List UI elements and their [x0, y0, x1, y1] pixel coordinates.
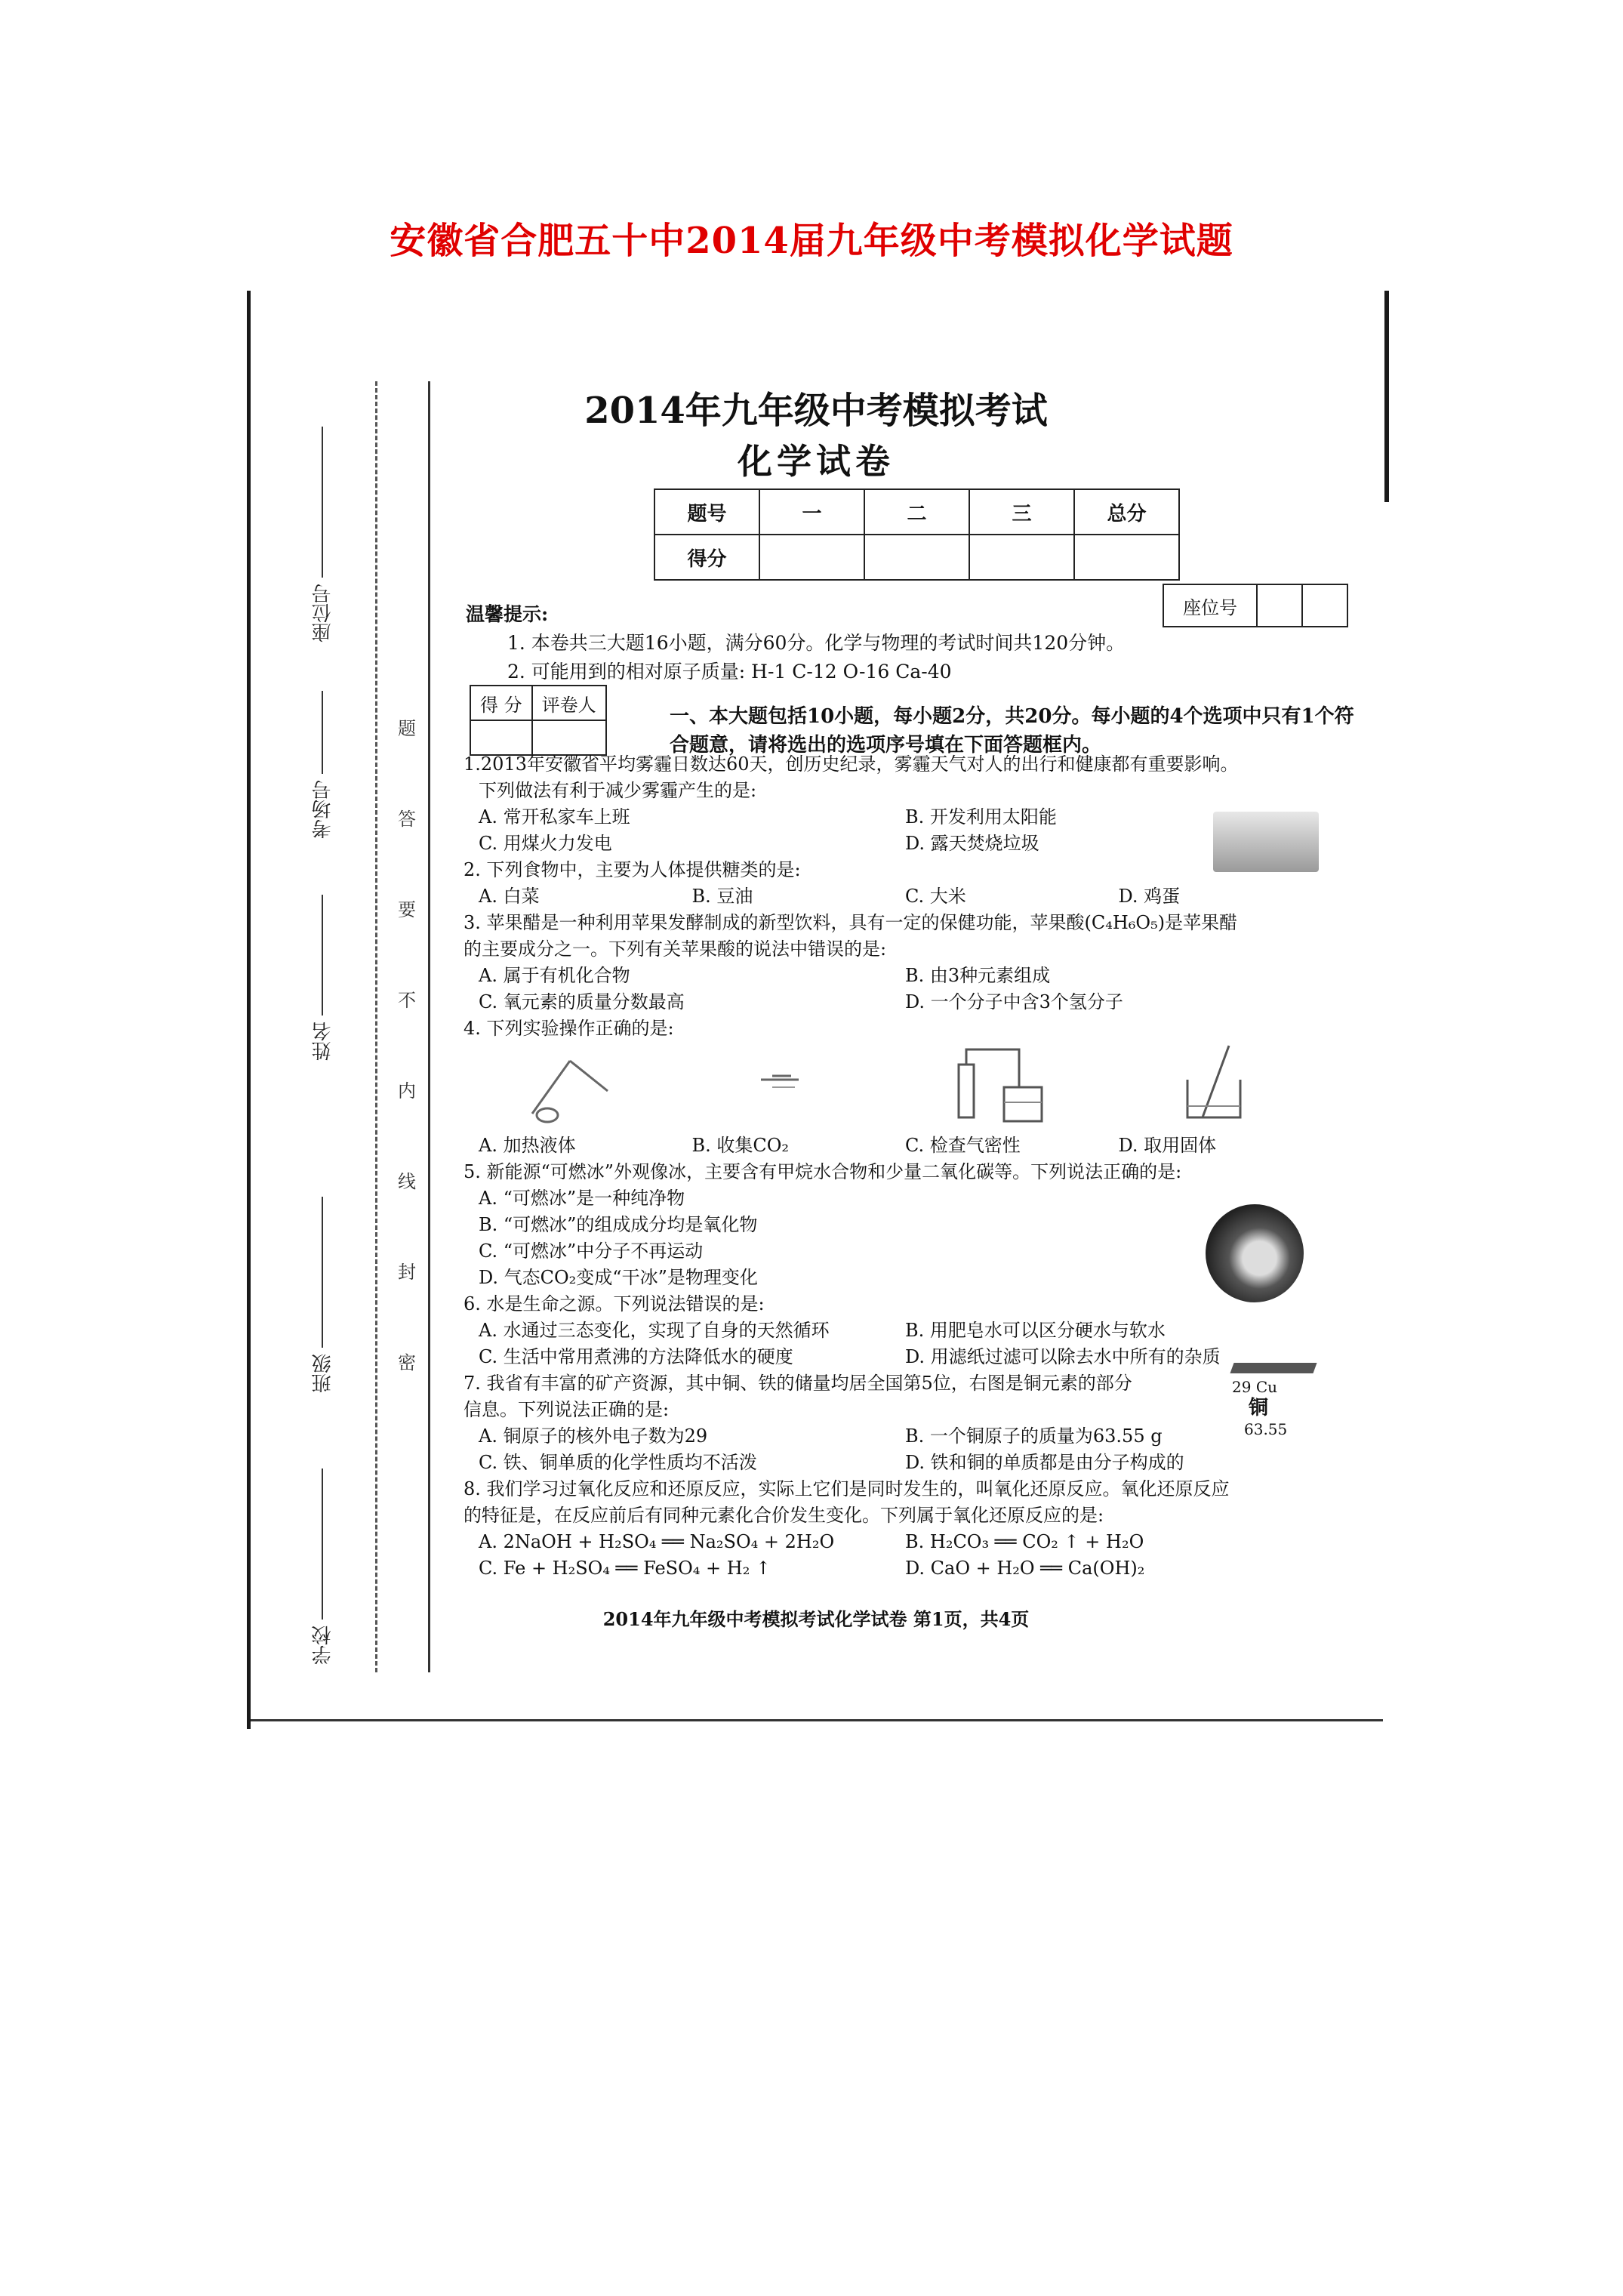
grader-name-cell[interactable]	[532, 720, 606, 755]
seal-char: 线	[398, 1171, 416, 1192]
seal-char: 密	[398, 1352, 416, 1373]
score-table	[654, 488, 1180, 581]
option[interactable]: A. 属于有机化合物	[479, 965, 630, 986]
seal-char: 内	[398, 1080, 416, 1102]
binding-dashed-line	[375, 381, 377, 1672]
seat-label: 座位号	[1163, 584, 1257, 627]
side-field-seat: 座位号	[307, 427, 337, 643]
side-field-school: 学校	[307, 1469, 337, 1665]
question-stem: 4. 下列实验操作正确的是:	[463, 1018, 674, 1039]
question-2	[463, 857, 1317, 910]
score-header: 二	[864, 489, 969, 535]
question-4	[463, 1015, 1317, 1159]
option[interactable]: C. Fe + H₂SO₄ ══ FeSO₄ + H₂ ↑	[479, 1558, 771, 1579]
option[interactable]: A. “可燃冰”是一种纯净物	[479, 1188, 685, 1209]
score-cell[interactable]	[969, 535, 1074, 580]
option[interactable]: D. 露天焚烧垃圾	[905, 833, 1039, 854]
notice-block	[466, 600, 1125, 686]
question-list	[463, 751, 1317, 1582]
option[interactable]: C. 氧元素的质量分数最高	[479, 991, 685, 1012]
notice-item: 2. 可能用到的相对原子质量: H-1 C-12 O-16 Ca-40	[507, 661, 952, 683]
experiment-figures	[463, 1042, 1317, 1133]
option[interactable]: C. 用煤火力发电	[479, 833, 612, 854]
option[interactable]: B. 收集CO₂	[691, 1135, 790, 1156]
question-stem: 8. 我们学习过氧化反应和还原反应，实际上它们是同时发生的，叫氧化还原反应。氧化还原反应	[463, 1478, 1230, 1499]
score-cell[interactable]	[1074, 535, 1179, 580]
question-stem: 5. 新能源“可燃冰”外观像冰，主要含有甲烷水合物和少量二氧化碳等。下列说法正确的是:	[463, 1161, 1182, 1182]
option[interactable]: D. 取用固体	[1118, 1135, 1217, 1156]
seal-char: 不	[398, 990, 416, 1011]
seat-number-box	[1163, 584, 1348, 627]
collect-co2-figure	[677, 1042, 891, 1133]
question-1	[463, 751, 1317, 857]
score-header: 总分	[1074, 489, 1179, 535]
question-stem: 6. 水是生命之源。下列说法错误的是:	[463, 1293, 765, 1314]
option[interactable]: A. 水通过三态变化，实现了自身的天然循环	[479, 1320, 830, 1341]
grader-score-label: 得 分	[470, 686, 532, 720]
option[interactable]: D. CaO + H₂O ══ Ca(OH)₂	[905, 1558, 1145, 1579]
combustible-ice-photo	[1206, 1204, 1304, 1302]
option[interactable]: D. 铁和铜的单质都是由分子构成的	[905, 1452, 1184, 1473]
option[interactable]: A. 铜原子的核外电子数为29	[479, 1425, 708, 1447]
question-stem: 1.2013年安徽省平均雾霾日数达60天，创历史纪录，雾霾天气对人的出行和健康都有重要影响。	[463, 754, 1239, 775]
question-stem: 下列做法有利于减少雾霾产生的是:	[479, 780, 757, 801]
element-name: 铜	[1249, 1397, 1269, 1419]
scan-bottom-edge	[251, 1719, 1383, 1721]
option[interactable]: A. 加热液体	[479, 1135, 576, 1156]
seat-cell[interactable]	[1302, 584, 1347, 627]
option[interactable]: D. 气态CO₂变成“干冰”是物理变化	[479, 1267, 758, 1288]
side-field-name: 姓名	[307, 895, 337, 1061]
question-3	[463, 910, 1317, 1015]
question-8	[463, 1476, 1317, 1582]
grader-score-cell[interactable]	[470, 720, 532, 755]
seal-char: 封	[398, 1262, 416, 1283]
option[interactable]: B. 用肥皂水可以区分硬水与软水	[905, 1320, 1166, 1341]
atomic-number: 29	[1232, 1378, 1252, 1396]
option[interactable]: D. 一个分子中含3个氢分子	[905, 991, 1123, 1012]
option[interactable]: D. 用滤纸过滤可以除去水中所有的杂质	[905, 1346, 1221, 1367]
question-stem: 2. 下列食物中，主要为人体提供糖类的是:	[463, 859, 801, 880]
notice-item: 1. 本卷共三大题16小题，满分60分。化学与物理的考试时间共120分钟。	[507, 632, 1126, 654]
option[interactable]: D. 鸡蛋	[1118, 886, 1181, 907]
question-7	[463, 1370, 1317, 1476]
option[interactable]: A. 白菜	[479, 886, 540, 907]
grader-name-label: 评卷人	[532, 686, 606, 720]
option[interactable]: B. 由3种元素组成	[905, 965, 1051, 986]
score-header: 一	[759, 489, 864, 535]
seal-char: 要	[398, 899, 416, 920]
option[interactable]: A. 2NaOH + H₂SO₄ ══ Na₂SO₄ + 2H₂O	[479, 1531, 835, 1552]
exam-subtitle: 化学试卷	[738, 441, 895, 482]
copper-element-card	[1232, 1363, 1315, 1440]
scan-left-edge	[247, 291, 251, 1729]
option[interactable]: C. 检查气密性	[905, 1135, 1021, 1156]
option[interactable]: B. H₂CO₃ ══ CO₂ ↑ + H₂O	[905, 1531, 1144, 1552]
heat-liquid-figure	[463, 1042, 677, 1133]
take-solid-figure	[1104, 1042, 1317, 1133]
option[interactable]: A. 常开私家车上班	[479, 806, 630, 827]
question-stem: 的特征是，在反应前后有同种元素化合价发生变化。下列属于氧化还原反应的是:	[463, 1505, 1104, 1526]
option[interactable]: B. 开发利用太阳能	[905, 806, 1057, 827]
exam-title: 2014年九年级中考模拟考试	[584, 390, 1048, 432]
document-title: 安徽省合肥五十中2014届九年级中考模拟化学试题	[390, 220, 1233, 262]
question-stem: 的主要成分之一。下列有关苹果酸的说法中错误的是:	[463, 938, 887, 960]
score-cell[interactable]	[864, 535, 969, 580]
option[interactable]: B. 一个铜原子的质量为63.55 g	[905, 1425, 1163, 1447]
question-stem: 信息。下列说法正确的是:	[463, 1399, 670, 1420]
score-row-label: 得分	[654, 535, 759, 580]
option[interactable]: C. 大米	[905, 886, 966, 907]
element-card-header	[1230, 1363, 1317, 1373]
side-field-class: 班级	[307, 1197, 337, 1393]
atomic-mass: 63.55	[1244, 1420, 1288, 1438]
question-stem: 7. 我省有丰富的矿产资源，其中铜、铁的储量均居全国第5位，右图是铜元素的部分	[463, 1373, 1132, 1394]
seat-cell[interactable]	[1257, 584, 1302, 627]
airtightness-figure	[890, 1042, 1104, 1133]
page-footer: 2014年九年级中考模拟考试化学试卷 第1页，共4页	[602, 1608, 1030, 1630]
option[interactable]: C. 生活中常用煮沸的方法降低水的硬度	[479, 1346, 793, 1367]
score-header: 题号	[654, 489, 759, 535]
score-header: 三	[969, 489, 1074, 535]
section-one-heading: 一、本大题包括10小题，每小题2分，共20分。每小题的4个选项中只有1个符合题意，请将选出的选项序号填在下面答题框内。	[670, 705, 1354, 757]
option[interactable]: B. 豆油	[691, 886, 753, 907]
side-field-room: 考场号	[307, 691, 337, 839]
question-stem: 3. 苹果醋是一种利用苹果发酵制成的新型饮料，具有一定的保健功能，苹果酸(C₄H₆O₅)是苹果醋	[463, 912, 1238, 933]
option[interactable]: C. 铁、铜单质的化学性质均不活泼	[479, 1452, 757, 1473]
question-5	[463, 1159, 1317, 1291]
option[interactable]: C. “可燃冰”中分子不再运动	[479, 1240, 704, 1262]
seal-char: 题	[398, 718, 416, 739]
binding-solid-line	[428, 381, 430, 1672]
grader-table	[470, 685, 607, 756]
option[interactable]: B. “可燃冰”的组成成分均是氧化物	[479, 1214, 758, 1235]
element-symbol: Cu	[1255, 1378, 1277, 1396]
score-cell[interactable]	[759, 535, 864, 580]
question-6	[463, 1291, 1317, 1370]
seal-char: 答	[398, 809, 416, 830]
scanned-exam-page	[243, 291, 1389, 1729]
smog-photo	[1213, 812, 1319, 872]
notice-title: 温馨提示:	[466, 603, 549, 625]
